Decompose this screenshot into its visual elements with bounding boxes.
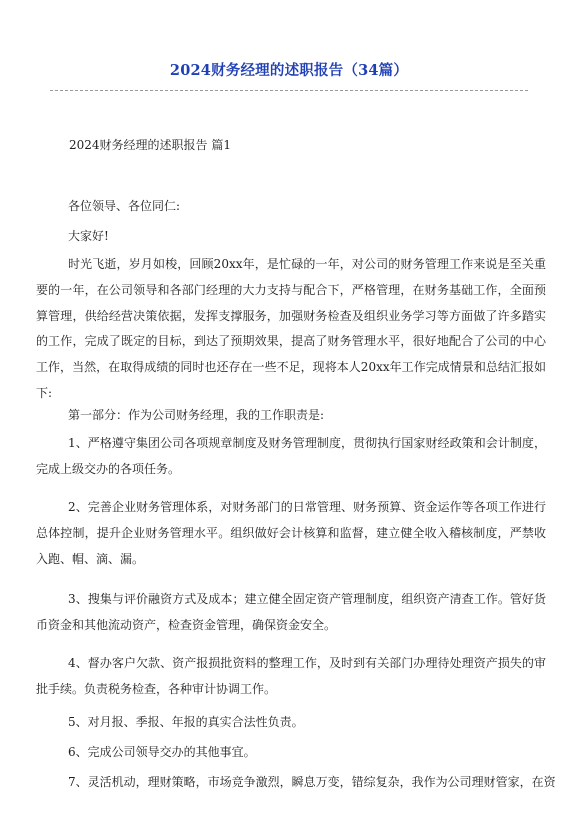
duty-item-7: 7、灵活机动，理财策略，市场竞争激烈，瞬息万变，错综复杂，我作为公司理财管家，在资 [68, 775, 556, 789]
title-divider [50, 90, 528, 91]
duty-item-5: 5、对月报、季报、年报的真实合法性负责。 [68, 715, 304, 729]
duty-item-1: 1、严格遵守集团公司各项规章制度及财务管理制度，贯彻执行国家财经政策和会计制度，完成上级交办的各项任务。 [36, 436, 546, 476]
greeting-line: 各位领导、各位同仁: [68, 199, 181, 213]
duty-item-3: 3、搜集与评价融资方式及成本；建立健全固定资产管理制度，组织资产清查工作。管好货币资金和其他流动资产，检查资金管理，确保资金安全。 [36, 592, 546, 632]
report-heading: 2024财务经理的述职报告 篇1 [69, 138, 231, 152]
duty-item-2: 2、完善企业财务管理体系，对财务部门的日常管理、财务预算、资金运作等各项工作进行总体控制，提升企业财务管理水平。组织做好会计核算和监督，建立健全收入稽核制度，严禁收入跑、帽、滴、漏。 [36, 500, 546, 566]
hello-line: 大家好! [68, 229, 109, 243]
intro-paragraph: 时光飞逝，岁月如梭，回顾20xx年，是忙碌的一年，对公司的财务管理工作来说是至关重要的一年，在公司领导和各部门经理的大力支持与配合下，严格管理，在财务基础工作，全面预算管理，供给经营决策依据，发挥支撑服务，加强财务检查及组织业务学习等方面做了许多踏实的工作，完成了既定的目标，到达了预期效果，提高了财务管理水平，很好地配合了公司的中心工作，当然，在取得成绩的同时也还存在一些不足，现将本人20xx年工作完成情景和总结汇报如下: [36, 257, 546, 400]
duty-item-6: 6、完成公司领导交办的其他事宜。 [68, 745, 256, 759]
part-one-heading: 第一部分：作为公司财务经理，我的工作职责是: [68, 408, 325, 422]
duty-item-4: 4、督办客户欠款、资产报损批资料的整理工作，及时到有关部门办理待处理资产损失的审批手续。负责税务检查，各种审计协调工作。 [36, 656, 546, 696]
document-title: 2024财务经理的述职报告（34篇） [169, 62, 409, 79]
